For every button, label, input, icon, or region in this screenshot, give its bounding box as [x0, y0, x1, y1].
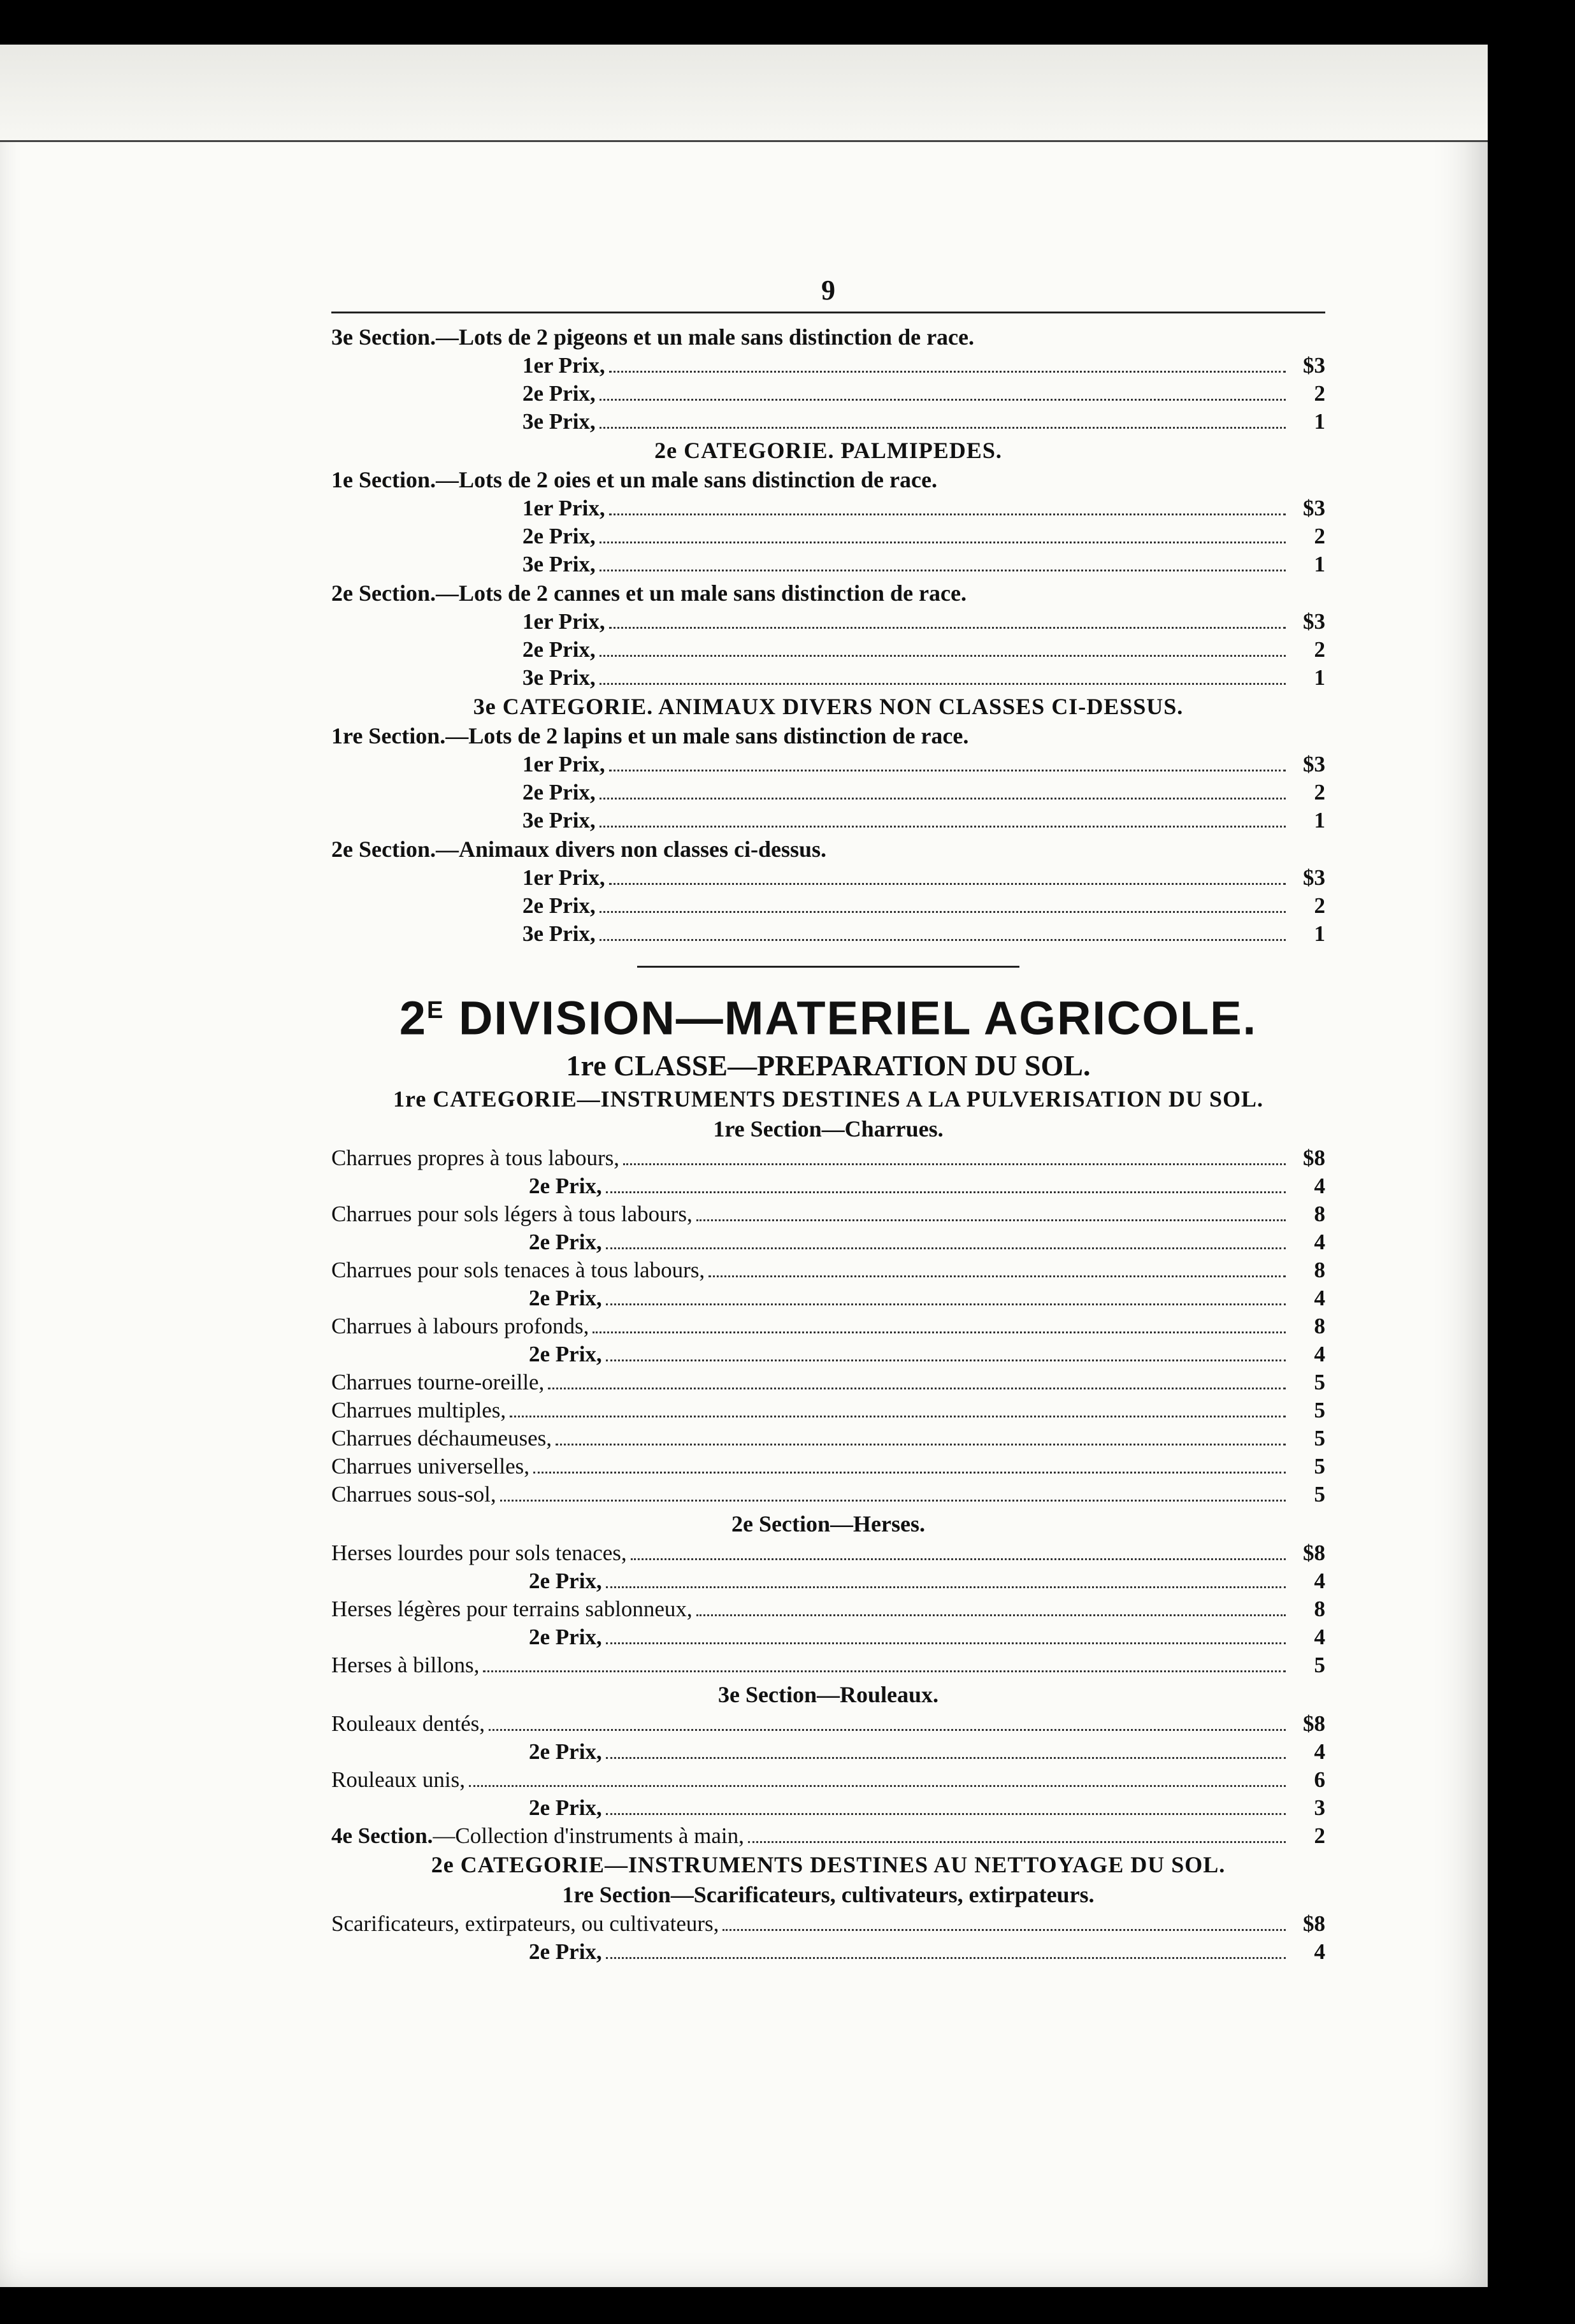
leader-dots	[600, 570, 1286, 571]
section-heading: 1re Section.—Lots de 2 lapins et un male sans distinction de race.	[331, 723, 969, 749]
leader-dots	[609, 371, 1286, 373]
prize-amount: 4	[1314, 1229, 1325, 1254]
prize-amount: 6	[1314, 1767, 1325, 1792]
prize-amount: $8	[1303, 1145, 1325, 1170]
folded-page-edge	[0, 45, 1488, 142]
leader-dots	[609, 770, 1286, 771]
prize-row	[331, 778, 1325, 807]
prize-row	[331, 1284, 1325, 1312]
prize-label: Herses à billons,	[331, 1652, 480, 1677]
section-charrues-heading: 1re Section—Charrues.	[713, 1115, 944, 1142]
prize-label: 2e Prix,	[529, 1285, 602, 1310]
leader-dots	[606, 1957, 1286, 1959]
prize-item-row	[331, 1200, 1325, 1228]
leader-dots	[609, 513, 1286, 515]
leader-dots	[623, 1163, 1286, 1165]
prize-item-row	[331, 1766, 1325, 1794]
prize-label: 2e Prix,	[529, 1173, 602, 1198]
section-heading: 1e Section.—Lots de 2 oies et un male sans distinction de race.	[331, 467, 937, 492]
leader-dots	[606, 1642, 1286, 1644]
prize-item-row	[331, 1368, 1325, 1396]
section-heading: 3e Section.—Lots de 2 pigeons et un male sans distinction de race.	[331, 324, 975, 350]
leader-dots	[600, 683, 1286, 685]
prize-row	[331, 1623, 1325, 1651]
prize-amount: 4	[1314, 1341, 1325, 1366]
prize-row	[331, 1738, 1325, 1766]
prize-label: Charrues propres à tous labours,	[331, 1145, 619, 1170]
section-divider	[637, 966, 1019, 968]
prize-label: Rouleaux dentés,	[331, 1711, 485, 1736]
prize-row	[331, 864, 1325, 892]
prize-row	[331, 1938, 1325, 1966]
prize-label: Charrues à labours profonds,	[331, 1313, 589, 1338]
prize-amount: 4	[1314, 1939, 1325, 1964]
prize-amount: 1	[1314, 921, 1325, 946]
page-content	[331, 274, 1325, 1966]
prize-label: 2e Prix,	[522, 524, 596, 549]
leader-dots	[489, 1729, 1286, 1731]
prize-label: 2e Prix,	[529, 1624, 602, 1649]
prize-amount: 2	[1314, 637, 1325, 662]
prize-label: Charrues multiples,	[331, 1397, 507, 1423]
section-4-head: 4e Section.	[331, 1823, 433, 1848]
prize-label: Scarificateurs, extirpateurs, ou cultivateurs,	[331, 1911, 719, 1936]
prize-row	[331, 608, 1325, 636]
prize-item-row	[331, 1595, 1325, 1623]
category-2-heading: 2e CATEGORIE—INSTRUMENTS DESTINES AU NETTOYAGE DU SOL.	[431, 1851, 1226, 1877]
prize-row	[331, 1172, 1325, 1200]
leader-dots	[533, 1472, 1286, 1474]
section-scarificateurs-heading: 1re Section—Scarificateurs, cultivateurs, extirpateurs.	[562, 1881, 1095, 1907]
prize-label: 2e Prix,	[522, 381, 596, 406]
prize-row	[331, 1567, 1325, 1595]
leader-dots	[600, 655, 1286, 657]
prize-amount: 1	[1314, 665, 1325, 690]
section-rouleaux-heading: 3e Section—Rouleaux.	[718, 1681, 939, 1707]
prize-row	[331, 636, 1325, 664]
prize-amount: 5	[1314, 1652, 1325, 1677]
leader-dots	[600, 939, 1286, 941]
prize-label: Herses légères pour terrains sablonneux,	[331, 1596, 693, 1621]
prize-label: 2e Prix,	[529, 1739, 602, 1764]
prize-amount: $3	[1303, 865, 1325, 890]
prize-item-row	[331, 1256, 1325, 1284]
leader-dots	[600, 798, 1286, 800]
prize-row	[331, 1228, 1325, 1256]
leader-dots	[483, 1670, 1286, 1672]
prize-amount: 8	[1314, 1257, 1325, 1282]
prize-row	[331, 380, 1325, 408]
leader-dots	[600, 542, 1286, 543]
prize-amount: $3	[1303, 752, 1325, 777]
prize-label: Charrues universelles,	[331, 1453, 530, 1479]
prize-item-row	[331, 1312, 1325, 1340]
header-rule	[331, 312, 1325, 313]
prize-amount: 3	[1314, 1795, 1325, 1820]
prize-label: 3e Prix,	[522, 552, 596, 577]
prize-label: Herses lourdes pour sols tenaces,	[331, 1540, 627, 1565]
prize-amount: 2	[1314, 381, 1325, 406]
prize-label: 3e Prix,	[522, 409, 596, 434]
prize-row	[331, 352, 1325, 380]
leader-dots	[600, 911, 1286, 913]
prize-amount: 2	[1314, 780, 1325, 805]
category-heading: 2e CATEGORIE. PALMIPEDES.	[654, 438, 1002, 463]
prize-row	[331, 750, 1325, 778]
prize-item-row	[331, 1710, 1325, 1738]
prize-item-row	[331, 1910, 1325, 1938]
section-herses-heading: 2e Section—Herses.	[731, 1510, 925, 1537]
section-heading: 2e Section.—Lots de 2 cannes et un male sans distinction de race.	[331, 580, 967, 606]
prize-amount: 4	[1314, 1568, 1325, 1593]
prize-label: 1er Prix,	[522, 353, 605, 378]
prize-row	[331, 892, 1325, 920]
leader-dots	[748, 1841, 1286, 1843]
prize-label: Charrues pour sols légers à tous labours,	[331, 1201, 693, 1226]
prize-row	[331, 1794, 1325, 1822]
prize-amount: 5	[1314, 1425, 1325, 1451]
prize-label: 3e Prix,	[522, 808, 596, 833]
leader-dots	[696, 1614, 1286, 1616]
prize-item-row	[331, 1424, 1325, 1452]
leader-dots	[606, 1757, 1286, 1759]
prize-label: 2e Prix,	[529, 1939, 602, 1964]
prize-amount: 5	[1314, 1369, 1325, 1395]
prize-amount: 5	[1314, 1481, 1325, 1507]
prize-label: 1er Prix,	[522, 865, 605, 890]
leader-dots	[708, 1275, 1286, 1277]
section-4-line	[331, 1822, 1325, 1850]
section-heading: 2e Section.—Animaux divers non classes ci-dessus.	[331, 836, 827, 862]
scarificateurs-list	[331, 1910, 1325, 1966]
herses-list	[331, 1539, 1325, 1679]
prize-amount: $3	[1303, 353, 1325, 378]
prize-label: 2e Prix,	[529, 1341, 602, 1366]
leader-dots	[510, 1416, 1286, 1417]
leader-dots	[606, 1359, 1286, 1361]
prize-item-row	[331, 1481, 1325, 1509]
prize-label: 3e Prix,	[522, 921, 596, 946]
division-superscript: E	[427, 997, 445, 1024]
prize-amount: 8	[1314, 1313, 1325, 1338]
category-1-heading: 1re CATEGORIE—INSTRUMENTS DESTINES A LA PULVERISATION DU SOL.	[393, 1086, 1263, 1112]
leader-dots	[600, 399, 1286, 401]
prize-label: 2e Prix,	[529, 1568, 602, 1593]
prize-amount: $3	[1303, 609, 1325, 634]
prize-label: 3e Prix,	[522, 665, 596, 690]
leader-dots	[469, 1785, 1286, 1787]
prize-row	[331, 550, 1325, 578]
classe-heading: 1re CLASSE—PREPARATION DU SOL.	[566, 1049, 1091, 1082]
leader-dots	[606, 1303, 1286, 1305]
division-number: 2	[399, 991, 428, 1045]
prize-label: 2e Prix,	[522, 780, 596, 805]
prize-row	[331, 408, 1325, 436]
leader-dots	[606, 1247, 1286, 1249]
leader-dots	[600, 826, 1286, 828]
prize-row	[331, 1340, 1325, 1368]
leader-dots	[593, 1331, 1286, 1333]
prize-label: 2e Prix,	[529, 1795, 602, 1820]
prize-item-row	[331, 1452, 1325, 1481]
prize-amount: 2	[1314, 524, 1325, 549]
prize-amount: 1	[1314, 552, 1325, 577]
prize-label: 2e Prix,	[522, 637, 596, 662]
prize-amount: 4	[1314, 1739, 1325, 1764]
prize-amount: $8	[1303, 1540, 1325, 1565]
prize-label: Charrues sous-sol,	[331, 1481, 496, 1507]
prize-amount: 5	[1314, 1453, 1325, 1479]
prize-amount: 2	[1314, 893, 1325, 918]
leader-dots	[723, 1929, 1286, 1931]
prize-label: 1er Prix,	[522, 609, 605, 634]
section-4-text: —Collection d'instruments à main,	[433, 1823, 744, 1848]
prize-row	[331, 494, 1325, 522]
prize-item-row	[331, 1144, 1325, 1172]
prize-label: 2e Prix,	[522, 893, 596, 918]
division-title	[331, 982, 1325, 1047]
prize-amount: 1	[1314, 808, 1325, 833]
leader-dots	[696, 1219, 1286, 1221]
prize-amount: 8	[1314, 1596, 1325, 1621]
prize-label: Charrues tourne-oreille,	[331, 1369, 545, 1395]
prize-label: Charrues pour sols tenaces à tous labours,	[331, 1257, 705, 1282]
prize-item-row	[331, 1539, 1325, 1567]
prize-item-row	[331, 1396, 1325, 1424]
prize-amount: 5	[1314, 1397, 1325, 1423]
leader-dots	[600, 427, 1286, 429]
prize-row	[331, 807, 1325, 835]
leader-dots	[548, 1388, 1286, 1389]
prize-amount: $8	[1303, 1711, 1325, 1736]
prize-amount: 8	[1314, 1201, 1325, 1226]
leader-dots	[606, 1191, 1286, 1193]
leader-dots	[609, 627, 1286, 629]
prize-label: 1er Prix,	[522, 496, 605, 520]
leader-dots	[556, 1444, 1286, 1445]
leader-dots	[609, 883, 1286, 885]
prize-label: Rouleaux unis,	[331, 1767, 465, 1792]
prize-amount: $8	[1303, 1911, 1325, 1936]
prize-row	[331, 522, 1325, 550]
prize-label: Charrues déchaumeuses,	[331, 1425, 552, 1451]
leader-dots	[631, 1558, 1286, 1560]
page-number: 9	[821, 275, 835, 306]
prize-row	[331, 920, 1325, 948]
prize-amount: $3	[1303, 496, 1325, 520]
division-heading: DIVISION—MATERIEL AGRICOLE.	[458, 991, 1258, 1045]
prize-amount: 1	[1314, 409, 1325, 434]
prize-amount: 4	[1314, 1173, 1325, 1198]
prize-item-row	[331, 1651, 1325, 1679]
prize-label: 1er Prix,	[522, 752, 605, 777]
charrues-list	[331, 1144, 1325, 1509]
leader-dots	[606, 1813, 1286, 1815]
prize-label: 2e Prix,	[529, 1229, 602, 1254]
section-4-value: 2	[1314, 1823, 1325, 1848]
poultry-prize-list	[331, 322, 1325, 948]
leader-dots	[500, 1500, 1286, 1502]
prize-amount: 4	[1314, 1285, 1325, 1310]
rouleaux-list	[331, 1710, 1325, 1822]
leader-dots	[606, 1586, 1286, 1588]
category-heading: 3e CATEGORIE. ANIMAUX DIVERS NON CLASSES CI-DESSUS.	[473, 694, 1184, 719]
prize-row	[331, 664, 1325, 692]
prize-amount: 4	[1314, 1624, 1325, 1649]
